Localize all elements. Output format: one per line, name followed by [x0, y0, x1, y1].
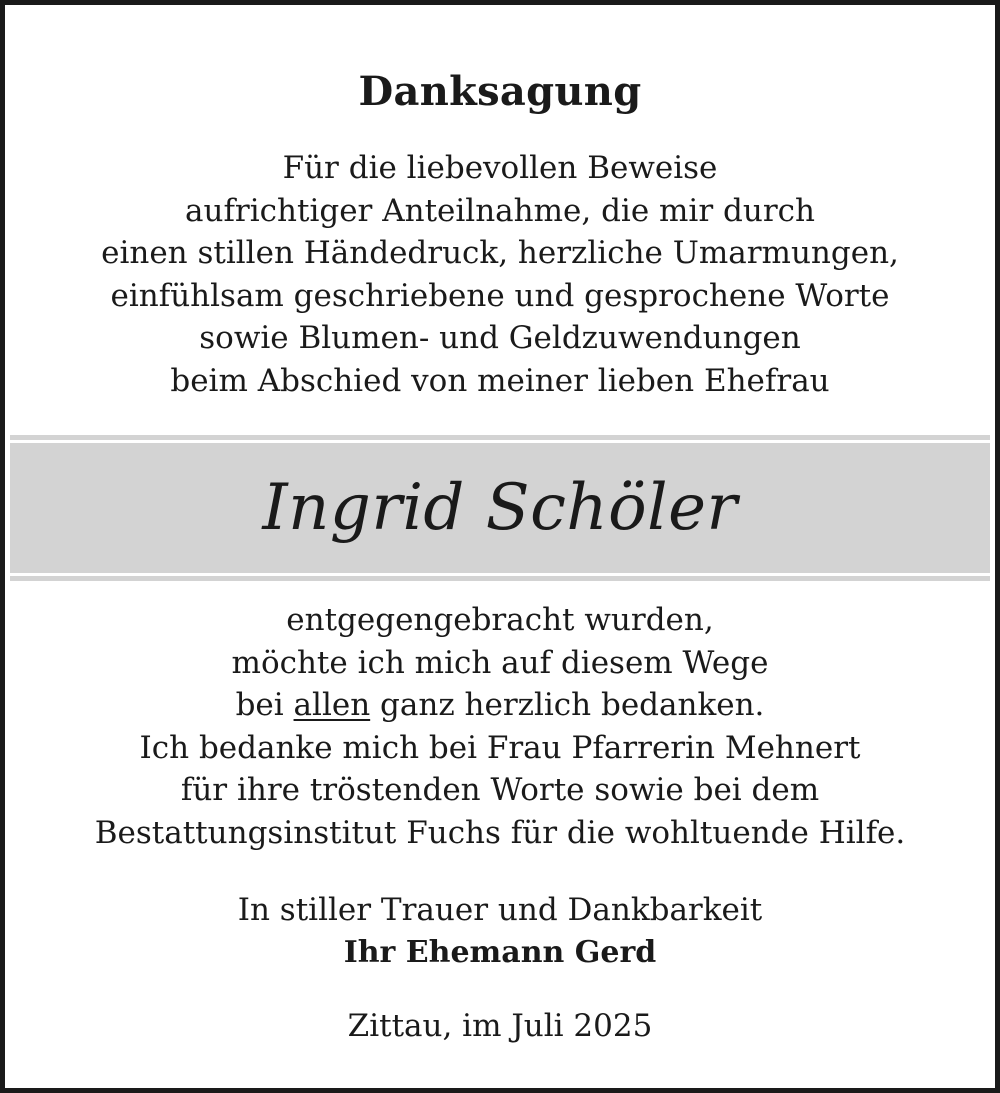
intro-line: Für die liebevollen Beweise	[282, 150, 718, 186]
body-line: Ich bedanke mich bei Frau Pfarrerin Mehnert	[139, 729, 861, 766]
intro-line: aufrichtiger Anteilnahme, die mir durch	[185, 192, 815, 229]
body-line: möchte ich mich auf diesem Wege	[231, 644, 769, 681]
body-line-emphasis	[5, 684, 995, 727]
body-line-pre: bei	[235, 687, 294, 723]
intro-line: beim Abschied von meiner lieben Ehefrau	[170, 362, 830, 399]
intro-line: einfühlsam geschriebene und gesprochene Worte	[110, 277, 890, 314]
signer: Ihr Ehemann Gerd	[343, 934, 657, 970]
intro-line: sowie Blumen- und Geldzuwendungen	[199, 320, 801, 356]
body-text	[5, 599, 995, 854]
name-band	[10, 435, 990, 581]
closing	[5, 889, 995, 974]
intro-line: einen stillen Händedruck, herzliche Umarmungen,	[101, 235, 899, 271]
deceased-name: Ingrid Schöler	[262, 471, 738, 545]
place-date: Zittau, im Juli 2025	[347, 1008, 653, 1044]
intro-text	[5, 147, 995, 402]
underlined-word: allen	[293, 687, 371, 723]
closing-phrase: In stiller Trauer und Dankbarkeit	[237, 892, 763, 928]
body-line: Bestattungsinstitut Fuchs für die wohltuende Hilfe.	[94, 814, 906, 851]
body-line: entgegengebracht wurden,	[286, 602, 714, 638]
body-line-post: ganz herzlich bedanken.	[370, 687, 765, 723]
body-line: für ihre tröstenden Worte sowie bei dem	[180, 772, 820, 808]
notice-title: Danksagung	[358, 68, 642, 115]
